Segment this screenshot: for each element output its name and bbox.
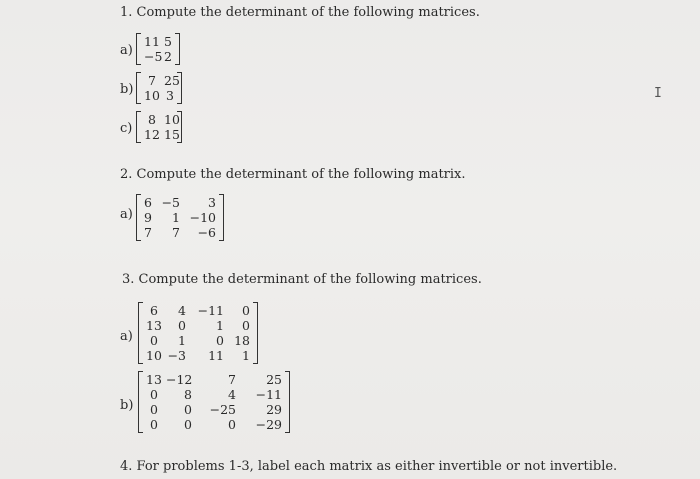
matrix-entry: 4 [228, 387, 236, 402]
matrix-entry: −5 [144, 49, 163, 64]
q3a-matrix [138, 302, 258, 364]
matrix-entry: 10 [164, 112, 180, 127]
q1c-label: c) [120, 121, 133, 136]
matrix-entry: 0 [150, 387, 158, 402]
q1a-matrix [136, 33, 180, 65]
q3b-matrix [138, 371, 290, 433]
matrix-entry: 0 [216, 333, 224, 348]
matrix-entry: 7 [144, 225, 152, 240]
matrix-entry: 0 [150, 402, 158, 417]
q3b-label: b) [120, 398, 134, 413]
q2a-label: a) [120, 207, 133, 222]
matrix-entry: 0 [184, 417, 192, 432]
matrix-entry: 0 [178, 318, 186, 333]
matrix-entry: 0 [150, 417, 158, 432]
matrix-entry: 13 [146, 372, 162, 387]
matrix-entry: 0 [184, 402, 192, 417]
matrix-entry: 0 [242, 303, 250, 318]
matrix-entry: 1 [178, 333, 186, 348]
matrix-entry: 25 [266, 372, 282, 387]
matrix-entry: 11 [144, 34, 160, 49]
matrix-entry: 18 [234, 333, 250, 348]
matrix-entry: 15 [164, 127, 180, 142]
matrix-entry: −25 [209, 402, 236, 417]
matrix-entry: 1 [172, 210, 180, 225]
q3a-label: a) [120, 329, 133, 344]
matrix-entry: 0 [228, 417, 236, 432]
matrix-entry: −10 [189, 210, 216, 225]
matrix-entry: 6 [150, 303, 158, 318]
matrix-entry: 8 [148, 112, 156, 127]
matrix-entry: 10 [146, 348, 162, 363]
matrix-entry: 1 [242, 348, 250, 363]
matrix-entry: 3 [208, 195, 216, 210]
q1c-matrix [136, 111, 182, 143]
q4-title: 4. For problems 1-3, label each matrix as either invertible or not invertible. [120, 459, 618, 474]
matrix-entry: 4 [178, 303, 186, 318]
matrix-entry: −11 [255, 387, 282, 402]
matrix-entry: 12 [144, 127, 160, 142]
q1a-label: a) [120, 43, 133, 58]
matrix-entry: 11 [208, 348, 224, 363]
matrix-entry: 10 [144, 88, 160, 103]
matrix-entry: −5 [161, 195, 180, 210]
matrix-entry: 7 [228, 372, 236, 387]
matrix-entry: 13 [146, 318, 162, 333]
matrix-entry: 1 [216, 318, 224, 333]
matrix-entry: 0 [242, 318, 250, 333]
matrix-entry: −29 [255, 417, 282, 432]
text-cursor-icon: I [654, 86, 662, 101]
matrix-entry: −12 [166, 372, 193, 387]
matrix-entry: 7 [148, 73, 156, 88]
q2-title: 2. Compute the determinant of the following matrix. [120, 167, 466, 182]
matrix-entry: 8 [184, 387, 192, 402]
q1-title: 1. Compute the determinant of the following matrices. [120, 5, 480, 20]
matrix-entry: 29 [266, 402, 282, 417]
matrix-entry: 3 [166, 88, 174, 103]
matrix-entry: 0 [150, 333, 158, 348]
matrix-entry: 6 [144, 195, 152, 210]
q3-title: 3. Compute the determinant of the following matrices. [122, 272, 482, 287]
matrix-entry: 5 [164, 34, 172, 49]
matrix-entry: 9 [144, 210, 152, 225]
q2a-matrix [136, 194, 224, 241]
matrix-entry: 25 [164, 73, 180, 88]
matrix-entry: −6 [197, 225, 216, 240]
q1b-matrix [136, 72, 182, 104]
matrix-entry: −3 [167, 348, 186, 363]
q1b-label: b) [120, 82, 134, 97]
matrix-entry: −11 [197, 303, 224, 318]
matrix-entry: 2 [164, 49, 172, 64]
matrix-entry: 7 [172, 225, 180, 240]
